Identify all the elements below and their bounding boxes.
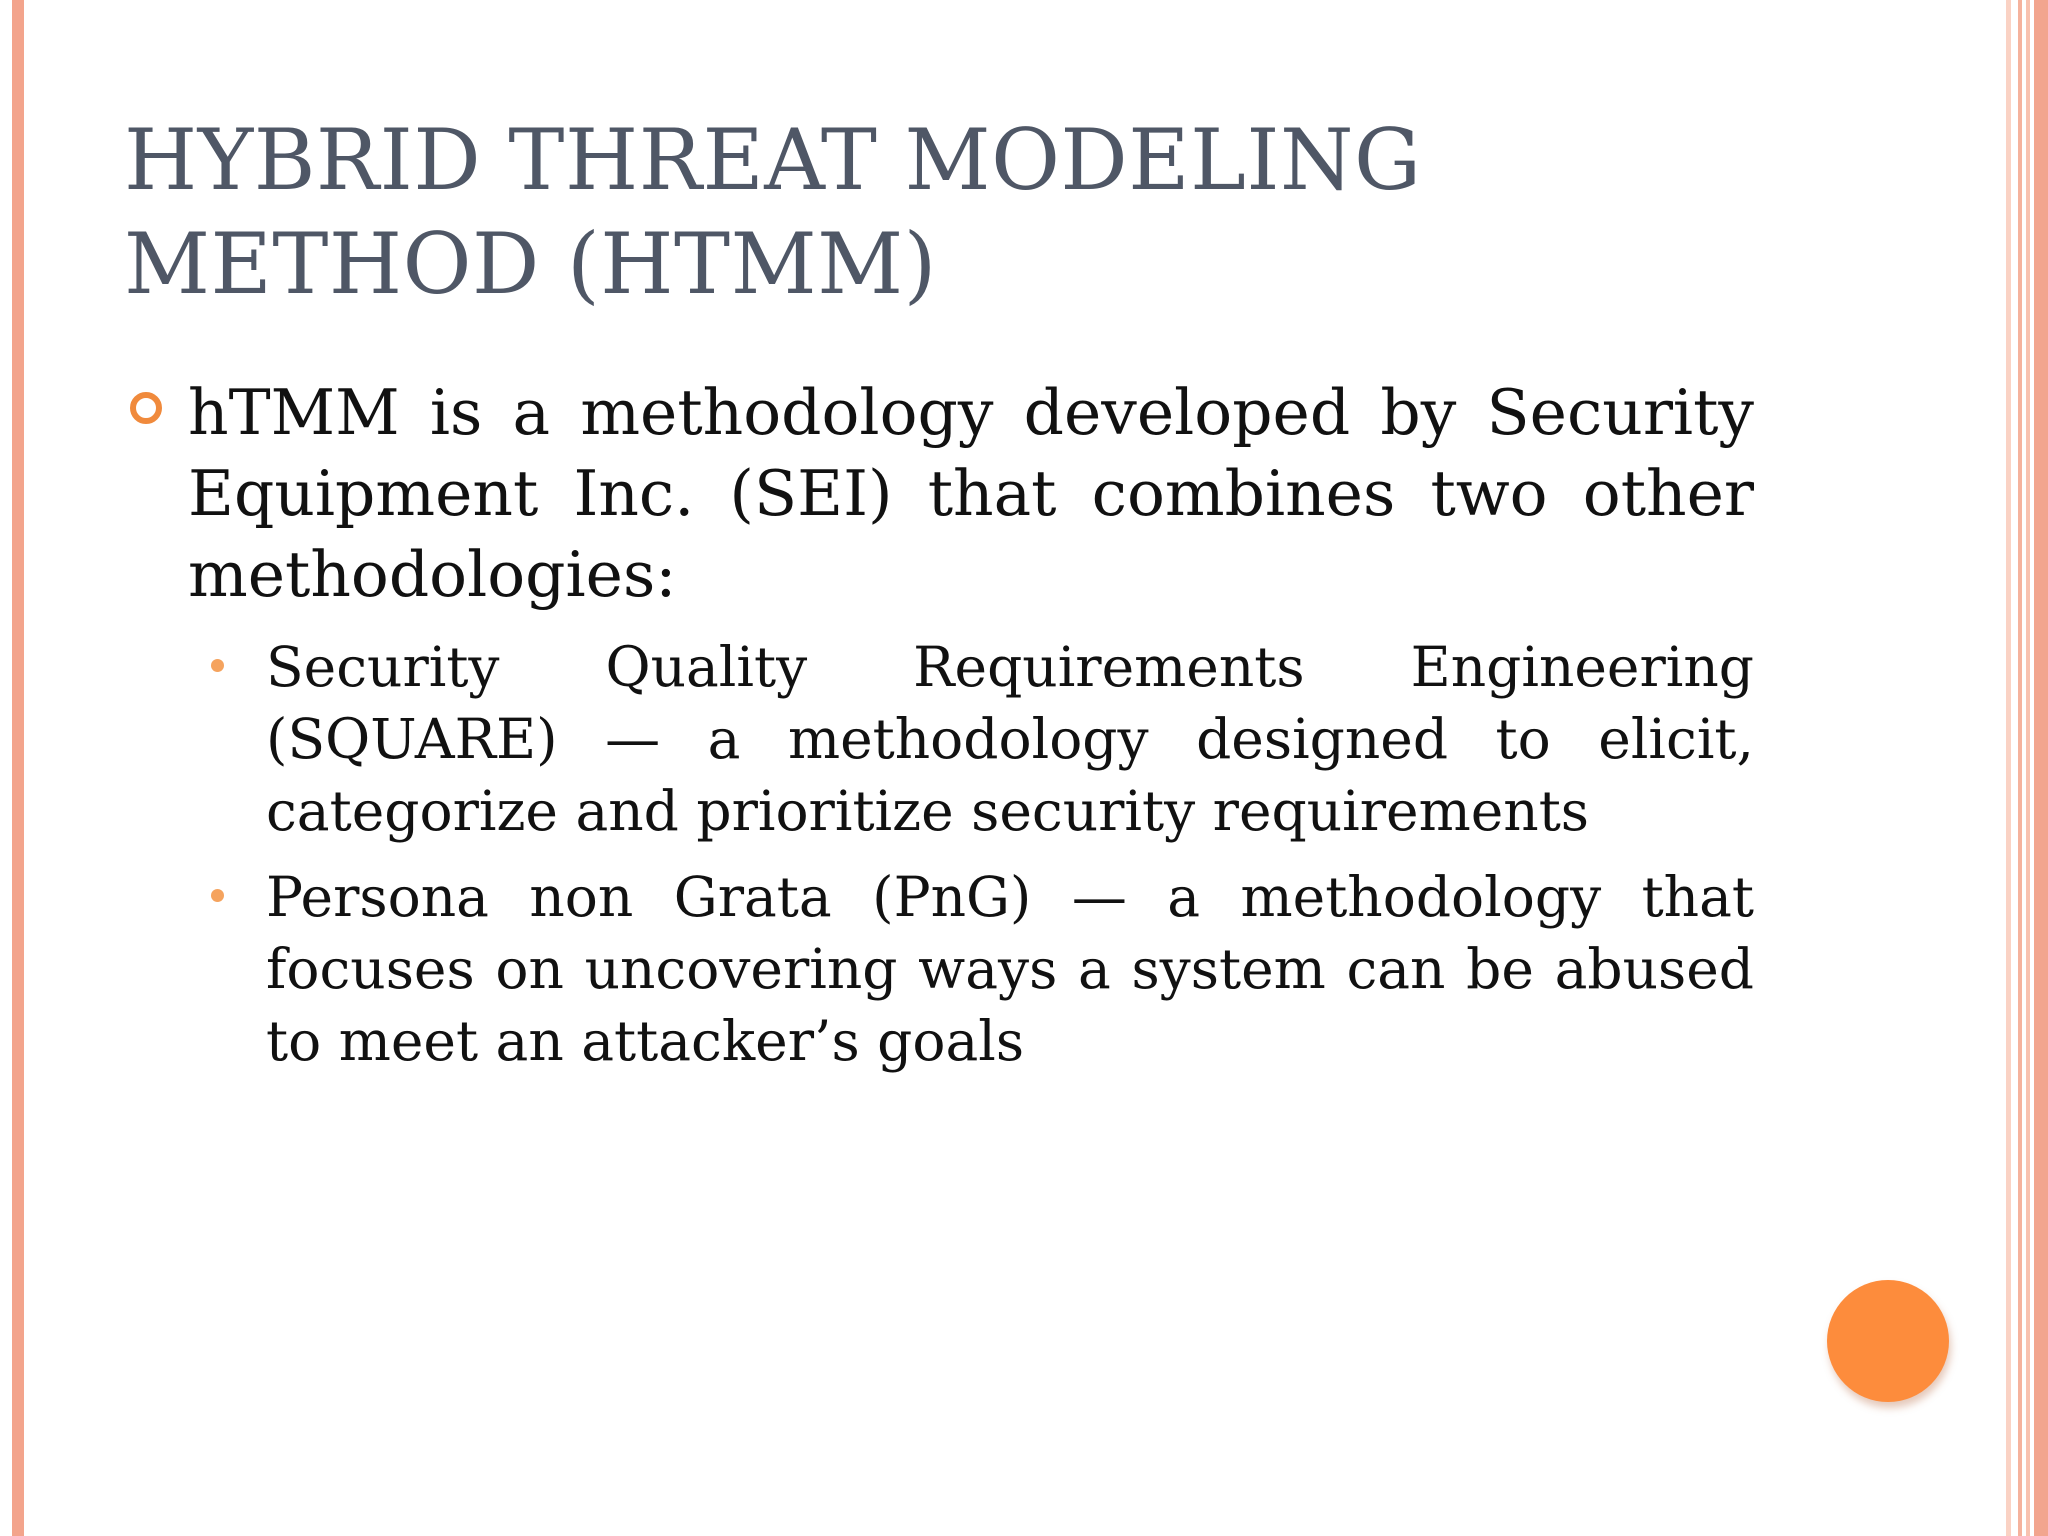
slide-title-line: HYBRID THREAT MODELING: [124, 111, 1422, 209]
right-stripe: [2018, 0, 2022, 1536]
dot-bullet-icon: [211, 659, 224, 672]
slide-body: [124, 372, 1754, 1091]
slide-title-line: METHOD (HTMM): [124, 215, 937, 313]
slide-title: [124, 108, 1664, 316]
sub-bullet-text: Persona non Grata (PnG) — a methodology that focuses on uncovering ways a system can be abused to meet an attacker’s goals: [266, 865, 1754, 1073]
bullet-text: hTMM is a methodology developed by Security Equipment Inc. (SEI) that combines two other methodologies:: [188, 376, 1754, 611]
sub-bullet-list: [124, 631, 1754, 1077]
right-stripe: [2034, 0, 2048, 1536]
sub-bullet-text: Security Quality Requirements Engineering (SQUARE) — a methodology designed to elicit, categorize and prioritize security requirements: [266, 635, 1754, 843]
orange-circle-icon: [1827, 1280, 1949, 1402]
ring-bullet-icon: [130, 392, 162, 424]
right-stripe: [2026, 0, 2030, 1536]
right-stripe: [2006, 0, 2011, 1536]
sub-bullet-item: [266, 861, 1754, 1077]
right-border-stripes: [1948, 0, 2048, 1536]
dot-bullet-icon: [211, 889, 224, 902]
bullet-item: [124, 372, 1754, 615]
left-border-stripe: [12, 0, 24, 1536]
sub-bullet-item: [266, 631, 1754, 847]
